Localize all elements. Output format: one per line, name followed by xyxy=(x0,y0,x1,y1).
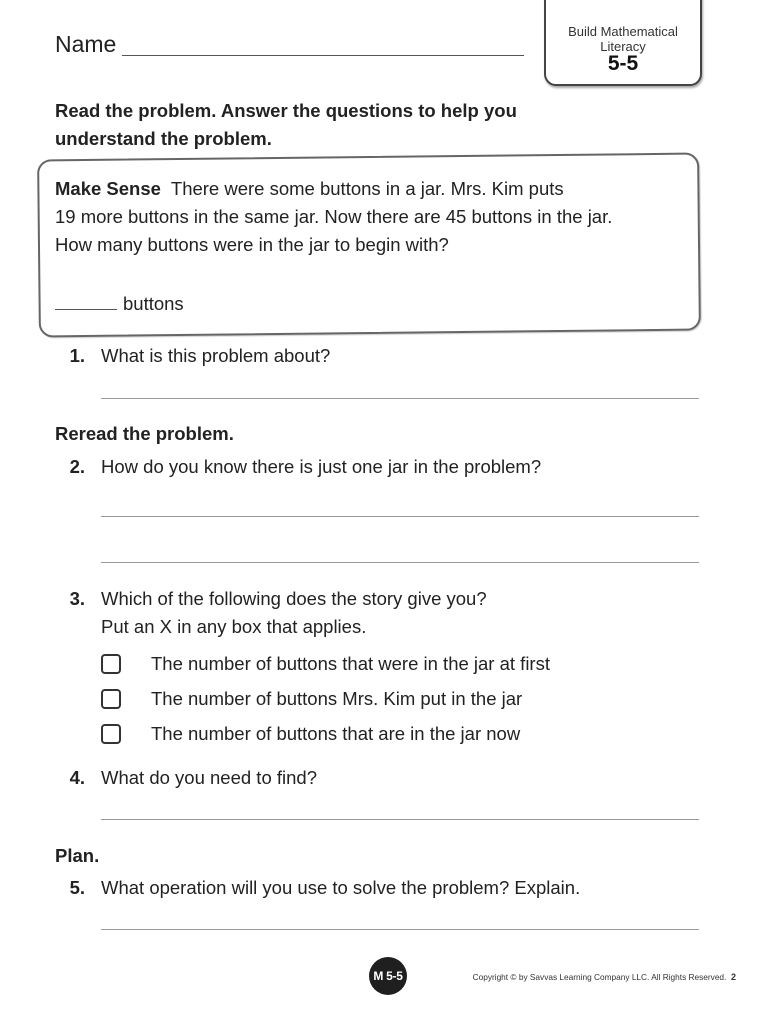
tag-title-line1: Build Mathematical xyxy=(568,24,678,39)
name-label: Name xyxy=(55,31,117,57)
instructions-line1: Read the problem. Answer the questions to help you xyxy=(55,100,517,121)
checkbox-label: The number of buttons that were in the jar at first xyxy=(151,653,550,674)
question-number: 3. xyxy=(69,588,85,609)
instructions xyxy=(55,97,695,153)
answer-line[interactable] xyxy=(101,398,699,399)
page-number: 2 xyxy=(730,972,736,982)
question-number: 5. xyxy=(69,877,85,898)
problem-line2: 19 more buttons in the same jar. Now there are 45 buttons in the jar. xyxy=(55,206,613,227)
question-text: How do you know there is just one jar in the problem? xyxy=(101,456,542,477)
answer-unit: buttons xyxy=(123,293,184,314)
module-badge: M 5-5 xyxy=(369,957,407,995)
question-number: 4. xyxy=(69,767,85,788)
tag-lesson-number: 5-5 xyxy=(607,52,639,75)
answer-line[interactable] xyxy=(101,819,699,820)
make-sense-problem xyxy=(55,175,695,259)
copyright-text: Copyright © by Savvas Learning Company LLC. All Rights Reserved. xyxy=(472,972,727,982)
answer-line[interactable] xyxy=(101,516,699,517)
question-text: What is this problem about? xyxy=(101,345,331,366)
checkbox[interactable] xyxy=(101,689,121,709)
question-number: 1. xyxy=(69,345,85,366)
answer-line[interactable] xyxy=(101,562,699,563)
question-text-line1: Which of the following does the story give you? xyxy=(101,588,487,609)
checkbox-label: The number of buttons Mrs. Kim put in the jar xyxy=(151,688,523,709)
question-text: What operation will you use to solve the problem? Explain. xyxy=(101,877,581,898)
tag-title-line2: Literacy xyxy=(600,39,646,54)
checkbox[interactable] xyxy=(101,724,121,744)
question-text: What do you need to find? xyxy=(101,767,317,788)
checkbox[interactable] xyxy=(101,654,121,674)
section-heading-reread: Reread the problem. xyxy=(55,423,234,444)
problem-line3: How many buttons were in the jar to begin with? xyxy=(55,234,449,255)
problem-line1: There were some buttons in a jar. Mrs. Kim puts xyxy=(170,178,564,199)
question-text-line2: Put an X in any box that applies. xyxy=(101,616,367,637)
instructions-line2: understand the problem. xyxy=(55,128,272,149)
question-number: 2. xyxy=(69,456,85,477)
question-text xyxy=(101,585,487,641)
make-sense-answer xyxy=(55,293,184,315)
copyright xyxy=(452,972,736,982)
answer-line[interactable] xyxy=(101,929,699,930)
checkbox-label: The number of buttons that are in the jar now xyxy=(151,723,521,744)
make-sense-heading: Make Sense xyxy=(55,178,161,199)
lesson-tag xyxy=(544,0,702,86)
answer-blank[interactable] xyxy=(55,309,117,310)
name-answer-line[interactable] xyxy=(122,55,524,56)
section-heading-plan: Plan. xyxy=(55,845,100,866)
